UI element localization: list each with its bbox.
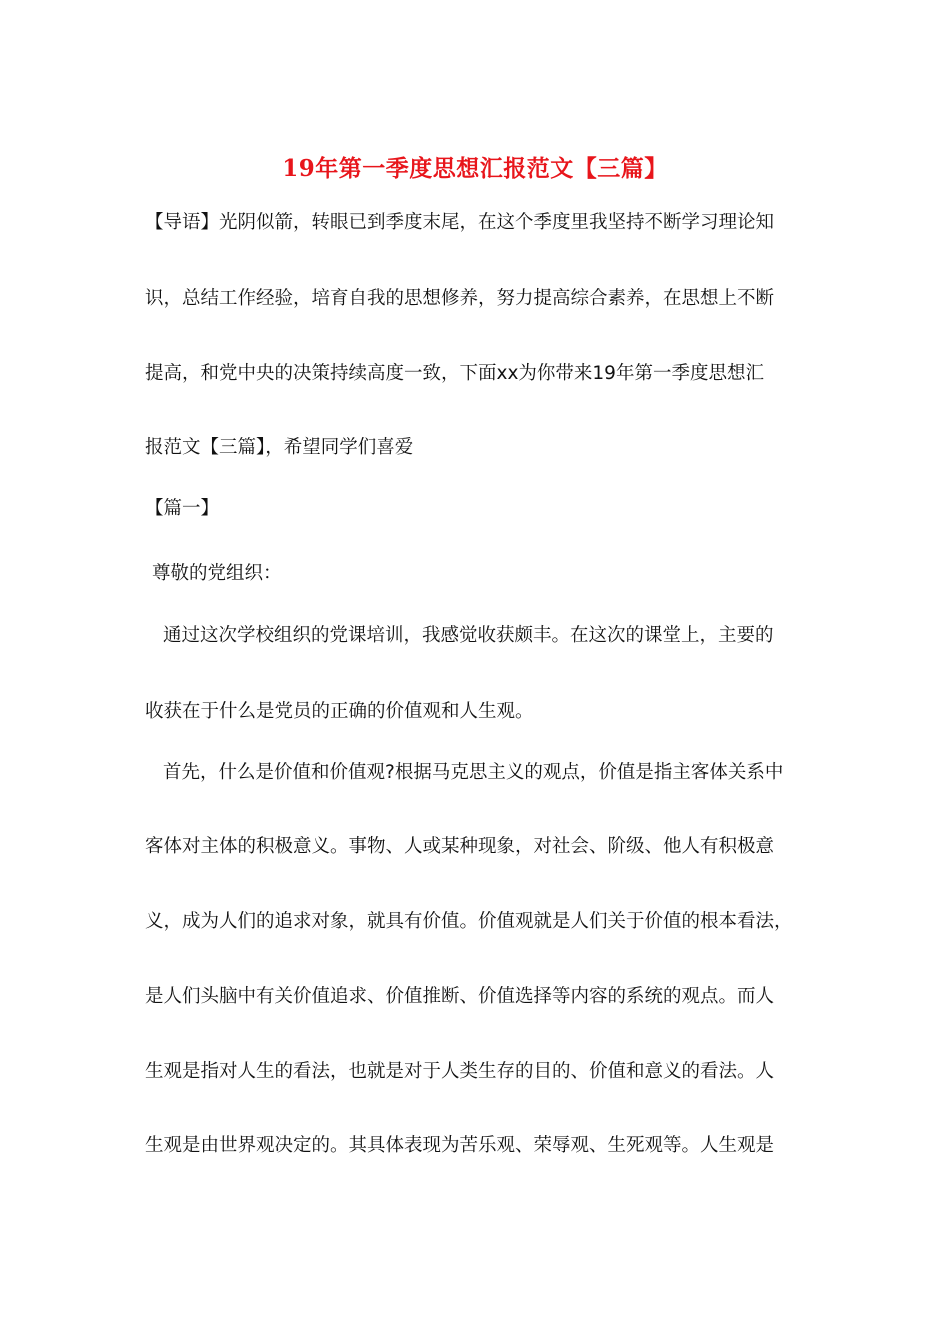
intro-line-2: 识，总结工作经验，培育自我的思想修养，努力提高综合素养，在思想上不断	[145, 288, 775, 309]
section-heading: 【篇一】	[145, 498, 220, 519]
paragraph-line: 生观是指对人生的看法，也就是对于人类生存的目的、价值和意义的看法。人	[145, 1061, 775, 1082]
paragraph-line: 首先，什么是价值和价值观?根据马克思主义的观点，价值是指主客体关系中	[163, 762, 784, 783]
intro-line-3: 提高，和党中央的决策持续高度一致，下面xx为你带来19年第一季度思想汇	[145, 363, 764, 384]
paragraph-line: 通过这次学校组织的党课培训，我感觉收获颇丰。在这次的课堂上，主要的	[163, 625, 774, 646]
document-title: 19年第一季度思想汇报范文【三篇】	[282, 155, 668, 182]
intro-line-4: 报范文【三篇】，希望同学们喜爱	[145, 437, 414, 458]
paragraph-line: 客体对主体的积极意义。事物、人或某种现象，对社会、阶级、他人有积极意	[145, 836, 775, 857]
salutation: 尊敬的党组织：	[152, 563, 282, 584]
paragraph-line: 义，成为人们的追求对象，就具有价值。价值观就是人们关于价值的根本看法，	[145, 911, 793, 932]
paragraph-line: 收获在于什么是党员的正确的价值观和人生观。	[145, 701, 534, 722]
intro-line-1: 【导语】光阴似箭，转眼已到季度末尾，在这个季度里我坚持不断学习理论知	[145, 212, 775, 233]
paragraph-line: 生观是由世界观决定的。其具体表现为苦乐观、荣辱观、生死观等。人生观是	[145, 1135, 775, 1156]
paragraph-line: 是人们头脑中有关价值追求、价值推断、价值选择等内容的系统的观点。而人	[145, 986, 775, 1007]
